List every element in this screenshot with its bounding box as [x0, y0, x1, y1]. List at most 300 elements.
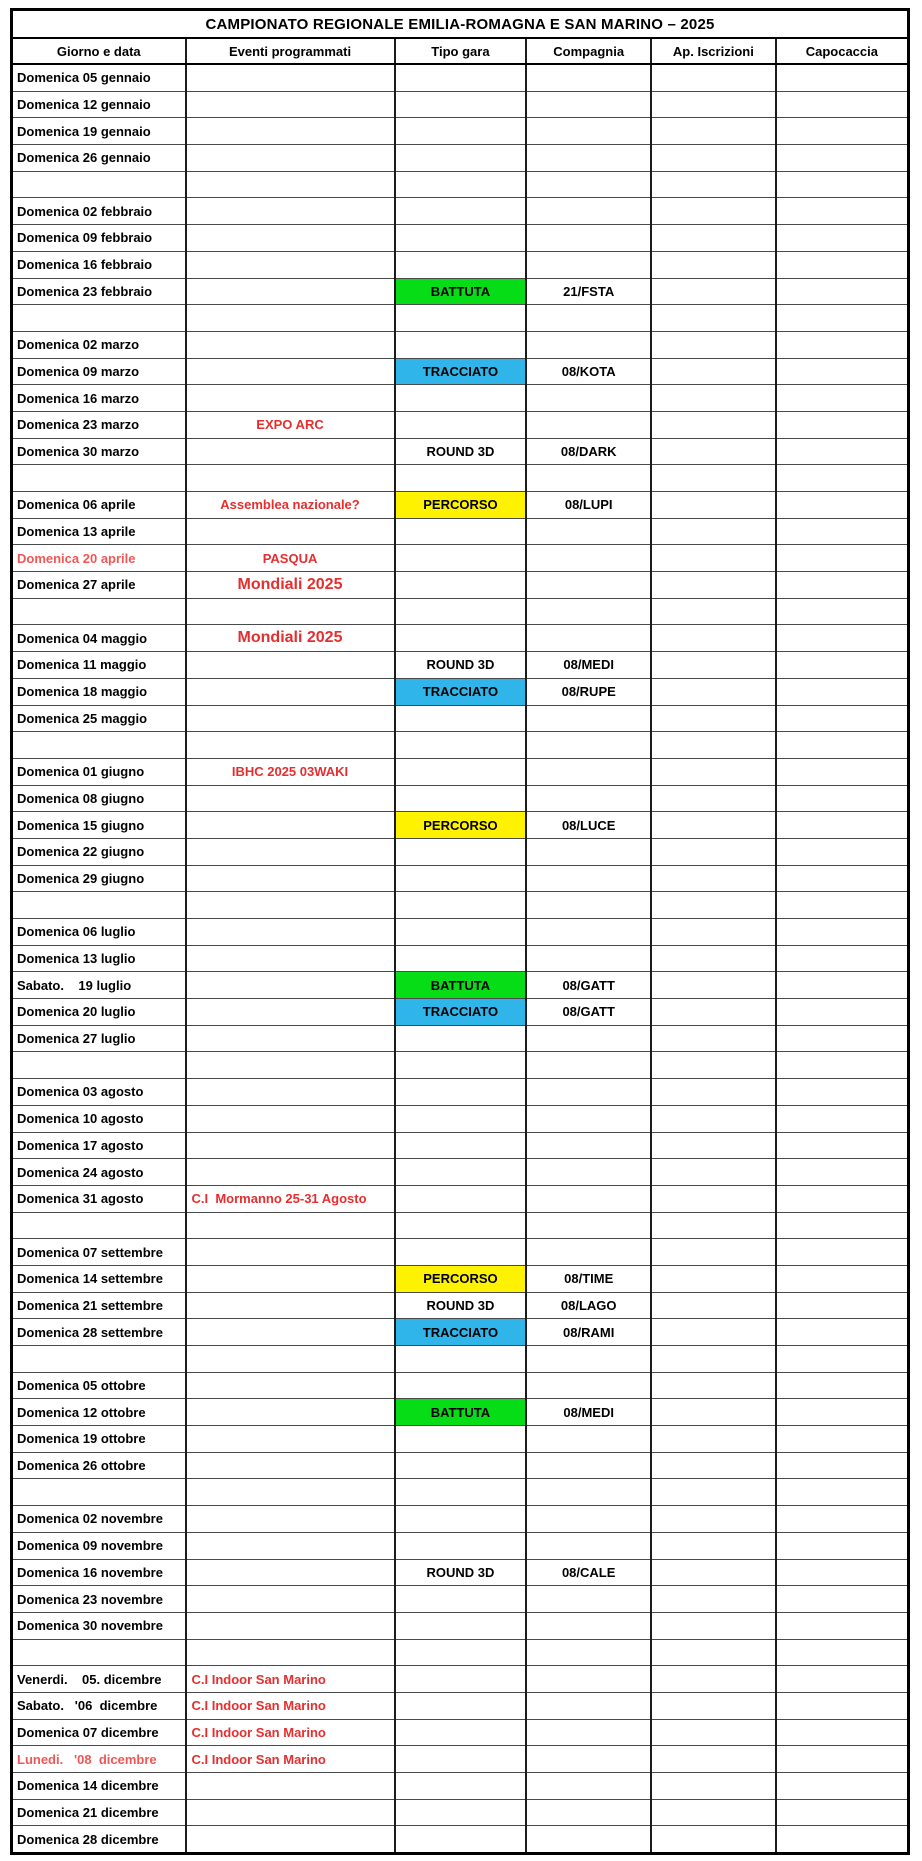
- cell-eventi-programmati: Assemblea nazionale?: [186, 492, 395, 519]
- cell-ap-iscrizioni: [651, 1666, 776, 1693]
- cell-eventi-programmati: [186, 305, 395, 332]
- cell-giorno-e-data: Domenica 17 agosto: [12, 1132, 186, 1159]
- cell-capocaccia: [776, 1559, 909, 1586]
- cell-eventi-programmati: [186, 1132, 395, 1159]
- cell-eventi-programmati: [186, 1612, 395, 1639]
- table-row: [12, 518, 909, 545]
- cell-ap-iscrizioni: [651, 278, 776, 305]
- table-row: [12, 1666, 909, 1693]
- table-row: [12, 225, 909, 252]
- cell-capocaccia: [776, 1079, 909, 1106]
- col-header-ap-iscrizioni: Ap. Iscrizioni: [651, 38, 776, 64]
- cell-giorno-e-data: Domenica 26 ottobre: [12, 1452, 186, 1479]
- cell-compagnia: [526, 1426, 651, 1453]
- cell-ap-iscrizioni: [651, 785, 776, 812]
- cell-ap-iscrizioni: [651, 572, 776, 599]
- cell-giorno-e-data: Domenica 07 dicembre: [12, 1719, 186, 1746]
- table-row: [12, 652, 909, 679]
- cell-eventi-programmati: [186, 785, 395, 812]
- cell-capocaccia: [776, 145, 909, 172]
- cell-tipo-gara: BATTUTA: [395, 1399, 527, 1426]
- cell-tipo-gara: [395, 1052, 527, 1079]
- cell-ap-iscrizioni: [651, 225, 776, 252]
- cell-eventi-programmati: [186, 1239, 395, 1266]
- cell-capocaccia: [776, 1052, 909, 1079]
- cell-tipo-gara: [395, 1185, 527, 1212]
- cell-eventi-programmati: [186, 1346, 395, 1373]
- table-row: [12, 1719, 909, 1746]
- cell-eventi-programmati: [186, 972, 395, 999]
- cell-eventi-programmati: [186, 1426, 395, 1453]
- cell-giorno-e-data: Domenica 27 luglio: [12, 1025, 186, 1052]
- cell-giorno-e-data: Domenica 26 gennaio: [12, 145, 186, 172]
- table-row: [12, 785, 909, 812]
- cell-capocaccia: [776, 945, 909, 972]
- cell-capocaccia: [776, 1532, 909, 1559]
- cell-capocaccia: [776, 572, 909, 599]
- cell-tipo-gara: [395, 1212, 527, 1239]
- table-row: [12, 892, 909, 919]
- cell-ap-iscrizioni: [651, 1292, 776, 1319]
- cell-ap-iscrizioni: [651, 492, 776, 519]
- cell-giorno-e-data: Domenica 30 marzo: [12, 438, 186, 465]
- cell-compagnia: [526, 892, 651, 919]
- cell-tipo-gara: [395, 64, 527, 91]
- cell-capocaccia: [776, 1025, 909, 1052]
- cell-compagnia: 08/RAMI: [526, 1319, 651, 1346]
- cell-eventi-programmati: [186, 598, 395, 625]
- table-row: [12, 1479, 909, 1506]
- cell-compagnia: [526, 1346, 651, 1373]
- cell-tipo-gara: [395, 305, 527, 332]
- cell-eventi-programmati: C.I Indoor San Marino: [186, 1666, 395, 1693]
- cell-giorno-e-data: [12, 892, 186, 919]
- table-row: [12, 64, 909, 91]
- cell-compagnia: [526, 518, 651, 545]
- cell-compagnia: 08/MEDI: [526, 652, 651, 679]
- cell-eventi-programmati: C.I Mormanno 25-31 Agosto: [186, 1185, 395, 1212]
- cell-ap-iscrizioni: [651, 411, 776, 438]
- cell-compagnia: [526, 411, 651, 438]
- cell-compagnia: [526, 91, 651, 118]
- cell-capocaccia: [776, 1826, 909, 1854]
- cell-capocaccia: [776, 838, 909, 865]
- cell-compagnia: [526, 1212, 651, 1239]
- cell-tipo-gara: [395, 1746, 527, 1773]
- table-row: [12, 411, 909, 438]
- cell-ap-iscrizioni: [651, 705, 776, 732]
- cell-capocaccia: [776, 1105, 909, 1132]
- cell-eventi-programmati: [186, 652, 395, 679]
- page-title: CAMPIONATO REGIONALE EMILIA-ROMAGNA E SAN MARINO – 2025: [12, 10, 909, 39]
- cell-capocaccia: [776, 758, 909, 785]
- cell-giorno-e-data: Domenica 08 giugno: [12, 785, 186, 812]
- cell-capocaccia: [776, 1586, 909, 1613]
- table-row: [12, 358, 909, 385]
- cell-capocaccia: [776, 1612, 909, 1639]
- cell-ap-iscrizioni: [651, 1319, 776, 1346]
- cell-tipo-gara: PERCORSO: [395, 492, 527, 519]
- cell-compagnia: [526, 1506, 651, 1533]
- cell-compagnia: 08/GATT: [526, 972, 651, 999]
- cell-capocaccia: [776, 438, 909, 465]
- cell-giorno-e-data: Domenica 13 aprile: [12, 518, 186, 545]
- cell-ap-iscrizioni: [651, 758, 776, 785]
- cell-ap-iscrizioni: [651, 305, 776, 332]
- table-row: [12, 305, 909, 332]
- cell-giorno-e-data: Domenica 22 giugno: [12, 838, 186, 865]
- cell-capocaccia: [776, 1746, 909, 1773]
- table-row: [12, 999, 909, 1026]
- cell-eventi-programmati: [186, 171, 395, 198]
- cell-ap-iscrizioni: [651, 598, 776, 625]
- cell-compagnia: [526, 171, 651, 198]
- cell-capocaccia: [776, 598, 909, 625]
- cell-giorno-e-data: Domenica 13 luglio: [12, 945, 186, 972]
- table-row: [12, 118, 909, 145]
- cell-capocaccia: [776, 1132, 909, 1159]
- cell-ap-iscrizioni: [651, 1185, 776, 1212]
- cell-eventi-programmati: [186, 438, 395, 465]
- cell-eventi-programmati: [186, 1773, 395, 1800]
- cell-tipo-gara: [395, 225, 527, 252]
- cell-giorno-e-data: Domenica 23 novembre: [12, 1586, 186, 1613]
- cell-tipo-gara: PERCORSO: [395, 1265, 527, 1292]
- cell-compagnia: [526, 838, 651, 865]
- cell-eventi-programmati: [186, 919, 395, 946]
- cell-ap-iscrizioni: [651, 1239, 776, 1266]
- cell-capocaccia: [776, 331, 909, 358]
- cell-giorno-e-data: Domenica 16 febbraio: [12, 251, 186, 278]
- cell-capocaccia: [776, 1452, 909, 1479]
- cell-compagnia: [526, 1479, 651, 1506]
- table-row: [12, 945, 909, 972]
- cell-giorno-e-data: Domenica 19 ottobre: [12, 1426, 186, 1453]
- cell-ap-iscrizioni: [651, 171, 776, 198]
- table-row: [12, 1426, 909, 1453]
- cell-compagnia: [526, 465, 651, 492]
- cell-compagnia: [526, 251, 651, 278]
- cell-capocaccia: [776, 1239, 909, 1266]
- cell-tipo-gara: [395, 385, 527, 412]
- cell-capocaccia: [776, 999, 909, 1026]
- cell-ap-iscrizioni: [651, 865, 776, 892]
- cell-tipo-gara: [395, 598, 527, 625]
- cell-giorno-e-data: [12, 1479, 186, 1506]
- cell-giorno-e-data: [12, 465, 186, 492]
- table-row: [12, 1079, 909, 1106]
- cell-giorno-e-data: Domenica 09 marzo: [12, 358, 186, 385]
- cell-compagnia: [526, 1612, 651, 1639]
- cell-ap-iscrizioni: [651, 118, 776, 145]
- cell-tipo-gara: ROUND 3D: [395, 1292, 527, 1319]
- cell-ap-iscrizioni: [651, 1052, 776, 1079]
- cell-eventi-programmati: [186, 1159, 395, 1186]
- cell-ap-iscrizioni: [651, 1346, 776, 1373]
- cell-tipo-gara: [395, 91, 527, 118]
- table-row: [12, 1612, 909, 1639]
- cell-eventi-programmati: [186, 465, 395, 492]
- cell-capocaccia: [776, 358, 909, 385]
- table-row: [12, 572, 909, 599]
- cell-ap-iscrizioni: [651, 1265, 776, 1292]
- cell-tipo-gara: [395, 1692, 527, 1719]
- cell-tipo-gara: [395, 1105, 527, 1132]
- cell-ap-iscrizioni: [651, 1105, 776, 1132]
- cell-giorno-e-data: Domenica 14 settembre: [12, 1265, 186, 1292]
- cell-eventi-programmati: EXPO ARC: [186, 411, 395, 438]
- table-row: [12, 1532, 909, 1559]
- cell-capocaccia: [776, 385, 909, 412]
- cell-giorno-e-data: Domenica 24 agosto: [12, 1159, 186, 1186]
- cell-tipo-gara: [395, 1826, 527, 1854]
- table-row: [12, 732, 909, 759]
- cell-eventi-programmati: [186, 1639, 395, 1666]
- table-row: [12, 1052, 909, 1079]
- cell-giorno-e-data: Domenica 28 settembre: [12, 1319, 186, 1346]
- cell-tipo-gara: [395, 1773, 527, 1800]
- cell-compagnia: [526, 758, 651, 785]
- cell-ap-iscrizioni: [651, 732, 776, 759]
- cell-eventi-programmati: [186, 945, 395, 972]
- cell-giorno-e-data: [12, 305, 186, 332]
- cell-giorno-e-data: Domenica 30 novembre: [12, 1612, 186, 1639]
- table-row: [12, 1506, 909, 1533]
- cell-compagnia: [526, 385, 651, 412]
- cell-tipo-gara: [395, 892, 527, 919]
- table-row: [12, 1265, 909, 1292]
- cell-ap-iscrizioni: [651, 64, 776, 91]
- cell-capocaccia: [776, 545, 909, 572]
- cell-compagnia: [526, 1773, 651, 1800]
- cell-eventi-programmati: [186, 1532, 395, 1559]
- cell-compagnia: [526, 732, 651, 759]
- cell-compagnia: 08/CALE: [526, 1559, 651, 1586]
- cell-eventi-programmati: [186, 678, 395, 705]
- cell-compagnia: [526, 865, 651, 892]
- cell-tipo-gara: ROUND 3D: [395, 1559, 527, 1586]
- cell-compagnia: 08/LAGO: [526, 1292, 651, 1319]
- table-row: [12, 758, 909, 785]
- cell-tipo-gara: BATTUTA: [395, 278, 527, 305]
- table-row: [12, 812, 909, 839]
- cell-giorno-e-data: Domenica 01 giugno: [12, 758, 186, 785]
- cell-capocaccia: [776, 625, 909, 652]
- cell-eventi-programmati: [186, 385, 395, 412]
- cell-giorno-e-data: Domenica 02 febbraio: [12, 198, 186, 225]
- cell-compagnia: [526, 1719, 651, 1746]
- cell-compagnia: [526, 945, 651, 972]
- cell-eventi-programmati: [186, 1079, 395, 1106]
- cell-tipo-gara: [395, 1079, 527, 1106]
- table-row: [12, 1639, 909, 1666]
- cell-tipo-gara: [395, 1532, 527, 1559]
- cell-compagnia: [526, 545, 651, 572]
- cell-ap-iscrizioni: [651, 331, 776, 358]
- cell-tipo-gara: [395, 1025, 527, 1052]
- cell-giorno-e-data: [12, 1212, 186, 1239]
- cell-ap-iscrizioni: [651, 812, 776, 839]
- cell-tipo-gara: [395, 625, 527, 652]
- table-row: [12, 1372, 909, 1399]
- cell-tipo-gara: [395, 251, 527, 278]
- cell-capocaccia: [776, 465, 909, 492]
- cell-tipo-gara: [395, 1452, 527, 1479]
- cell-compagnia: 08/TIME: [526, 1265, 651, 1292]
- cell-giorno-e-data: Domenica 04 maggio: [12, 625, 186, 652]
- cell-capocaccia: [776, 278, 909, 305]
- cell-capocaccia: [776, 225, 909, 252]
- cell-compagnia: [526, 118, 651, 145]
- cell-tipo-gara: [395, 1479, 527, 1506]
- cell-capocaccia: [776, 1212, 909, 1239]
- cell-giorno-e-data: Domenica 23 febbraio: [12, 278, 186, 305]
- cell-tipo-gara: [395, 865, 527, 892]
- table-row: [12, 198, 909, 225]
- cell-capocaccia: [776, 251, 909, 278]
- cell-compagnia: [526, 1799, 651, 1826]
- cell-eventi-programmati: [186, 1452, 395, 1479]
- cell-compagnia: [526, 572, 651, 599]
- title-row: [12, 10, 909, 39]
- cell-ap-iscrizioni: [651, 892, 776, 919]
- cell-eventi-programmati: [186, 1319, 395, 1346]
- cell-compagnia: [526, 305, 651, 332]
- cell-ap-iscrizioni: [651, 1212, 776, 1239]
- cell-tipo-gara: [395, 1639, 527, 1666]
- cell-tipo-gara: [395, 1586, 527, 1613]
- cell-compagnia: 08/DARK: [526, 438, 651, 465]
- cell-eventi-programmati: [186, 999, 395, 1026]
- cell-compagnia: [526, 785, 651, 812]
- cell-eventi-programmati: [186, 838, 395, 865]
- cell-compagnia: [526, 919, 651, 946]
- cell-compagnia: [526, 145, 651, 172]
- cell-compagnia: [526, 198, 651, 225]
- cell-tipo-gara: [395, 919, 527, 946]
- cell-ap-iscrizioni: [651, 518, 776, 545]
- cell-capocaccia: [776, 1773, 909, 1800]
- cell-capocaccia: [776, 171, 909, 198]
- cell-capocaccia: [776, 812, 909, 839]
- cell-ap-iscrizioni: [651, 1532, 776, 1559]
- cell-eventi-programmati: [186, 198, 395, 225]
- table-row: [12, 1319, 909, 1346]
- table-row: [12, 1239, 909, 1266]
- cell-capocaccia: [776, 198, 909, 225]
- cell-eventi-programmati: IBHC 2025 03WAKI: [186, 758, 395, 785]
- cell-eventi-programmati: [186, 91, 395, 118]
- cell-eventi-programmati: [186, 225, 395, 252]
- cell-giorno-e-data: Sabato. 19 luglio: [12, 972, 186, 999]
- cell-giorno-e-data: Domenica 14 dicembre: [12, 1773, 186, 1800]
- cell-capocaccia: [776, 91, 909, 118]
- cell-giorno-e-data: [12, 732, 186, 759]
- cell-giorno-e-data: Domenica 05 ottobre: [12, 1372, 186, 1399]
- cell-giorno-e-data: Domenica 21 dicembre: [12, 1799, 186, 1826]
- table-row: [12, 678, 909, 705]
- cell-ap-iscrizioni: [651, 625, 776, 652]
- cell-tipo-gara: [395, 1372, 527, 1399]
- cell-capocaccia: [776, 411, 909, 438]
- calendar-rows: [12, 64, 909, 1854]
- cell-compagnia: [526, 331, 651, 358]
- cell-giorno-e-data: Domenica 16 marzo: [12, 385, 186, 412]
- cell-giorno-e-data: Domenica 05 gennaio: [12, 64, 186, 91]
- cell-giorno-e-data: Domenica 23 marzo: [12, 411, 186, 438]
- cell-capocaccia: [776, 919, 909, 946]
- cell-eventi-programmati: [186, 1506, 395, 1533]
- cell-giorno-e-data: [12, 171, 186, 198]
- cell-ap-iscrizioni: [651, 999, 776, 1026]
- cell-ap-iscrizioni: [651, 545, 776, 572]
- cell-eventi-programmati: Mondiali 2025: [186, 572, 395, 599]
- cell-tipo-gara: [395, 785, 527, 812]
- cell-eventi-programmati: [186, 1265, 395, 1292]
- cell-compagnia: 08/MEDI: [526, 1399, 651, 1426]
- cell-capocaccia: [776, 865, 909, 892]
- cell-compagnia: [526, 225, 651, 252]
- cell-giorno-e-data: Domenica 20 luglio: [12, 999, 186, 1026]
- cell-eventi-programmati: [186, 812, 395, 839]
- cell-giorno-e-data: Domenica 27 aprile: [12, 572, 186, 599]
- cell-giorno-e-data: Domenica 10 agosto: [12, 1105, 186, 1132]
- col-header-compagnia: Compagnia: [526, 38, 651, 64]
- cell-eventi-programmati: [186, 1826, 395, 1854]
- cell-tipo-gara: [395, 118, 527, 145]
- cell-capocaccia: [776, 1185, 909, 1212]
- cell-giorno-e-data: Domenica 29 giugno: [12, 865, 186, 892]
- cell-eventi-programmati: C.I Indoor San Marino: [186, 1719, 395, 1746]
- column-header-row: [12, 38, 909, 64]
- cell-eventi-programmati: PASQUA: [186, 545, 395, 572]
- cell-capocaccia: [776, 1692, 909, 1719]
- cell-capocaccia: [776, 705, 909, 732]
- cell-capocaccia: [776, 1506, 909, 1533]
- cell-ap-iscrizioni: [651, 438, 776, 465]
- table-row: [12, 625, 909, 652]
- cell-compagnia: [526, 625, 651, 652]
- cell-eventi-programmati: [186, 251, 395, 278]
- table-row: [12, 171, 909, 198]
- cell-eventi-programmati: [186, 1586, 395, 1613]
- cell-tipo-gara: [395, 705, 527, 732]
- cell-tipo-gara: ROUND 3D: [395, 438, 527, 465]
- cell-capocaccia: [776, 1639, 909, 1666]
- cell-eventi-programmati: [186, 145, 395, 172]
- cell-capocaccia: [776, 1719, 909, 1746]
- cell-compagnia: [526, 1105, 651, 1132]
- cell-giorno-e-data: Domenica 07 settembre: [12, 1239, 186, 1266]
- cell-tipo-gara: TRACCIATO: [395, 999, 527, 1026]
- table-row: [12, 91, 909, 118]
- cell-capocaccia: [776, 1479, 909, 1506]
- cell-tipo-gara: [395, 758, 527, 785]
- cell-giorno-e-data: [12, 1052, 186, 1079]
- cell-ap-iscrizioni: [651, 678, 776, 705]
- cell-capocaccia: [776, 1319, 909, 1346]
- cell-eventi-programmati: [186, 518, 395, 545]
- cell-giorno-e-data: [12, 598, 186, 625]
- cell-tipo-gara: TRACCIATO: [395, 358, 527, 385]
- cell-tipo-gara: [395, 171, 527, 198]
- table-row: [12, 251, 909, 278]
- table-row: [12, 278, 909, 305]
- cell-compagnia: [526, 1692, 651, 1719]
- cell-giorno-e-data: Lunedi. '08 dicembre: [12, 1746, 186, 1773]
- cell-tipo-gara: [395, 1612, 527, 1639]
- cell-tipo-gara: [395, 198, 527, 225]
